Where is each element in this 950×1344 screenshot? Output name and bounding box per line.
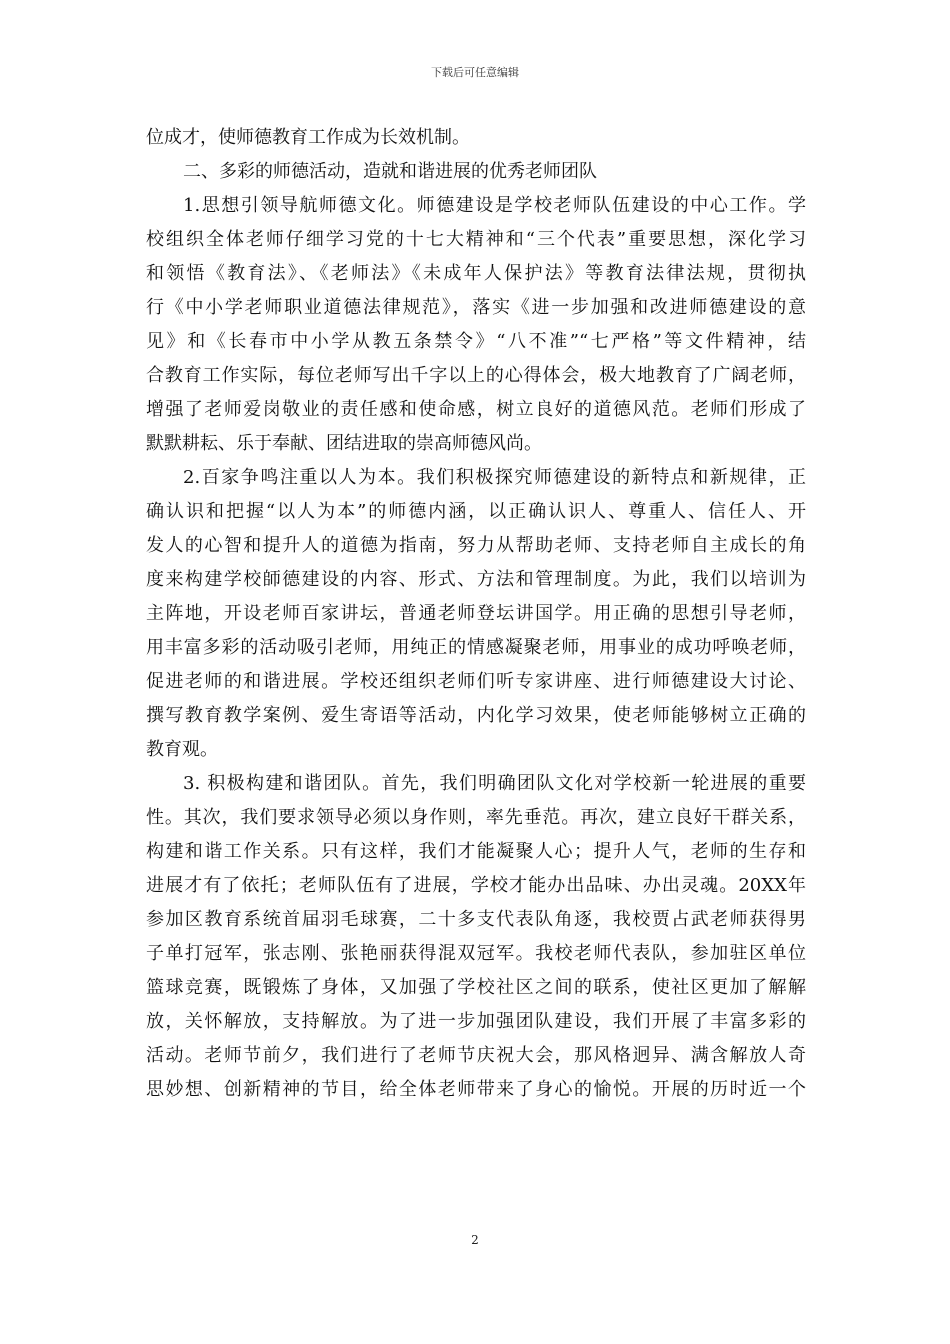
document-body [146, 121, 806, 1107]
text-line: 校组织全体老师仔细学习党的十七大精神和“三个代表”重要思想，深化学习 [146, 229, 806, 250]
text-line: 进展才有了依托；老师队伍有了进展，学校才能办出品味、办出灵魂。20XX年 [146, 875, 806, 896]
text-line: 二、多彩的师德活动，造就和谐进展的优秀老师团队 [183, 161, 597, 182]
text-line: 见》和《长春市中小学从教五条禁令》“八不准”“七严格”等文件精神，结 [146, 331, 806, 352]
text-line: 行《中小学老师职业道德法律规范》，落实《进一步加强和改进师德建设的意 [146, 297, 806, 318]
text-line: 活动。老师节前夕，我们进行了老师节庆祝大会，那风格迥异、满含解放人奇 [146, 1045, 806, 1066]
text-line: 性。其次，我们要求领导必须以身作则，率先垂范。再次，建立良好干群关系， [146, 807, 806, 828]
text-line: 子单打冠军，张志刚、张艳丽获得混双冠军。我校老师代表队，参加驻区单位 [146, 943, 806, 964]
text-line: 参加区教育系统首届羽毛球赛，二十多支代表队角逐，我校贾占武老师获得男 [146, 909, 806, 930]
text-line: 3. 积极构建和谐团队。首先，我们明确团队文化对学校新一轮进展的重要 [183, 773, 806, 794]
text-line: 主阵地，开设老师百家讲坛，普通老师登坛讲国学。用正确的思想引导老师， [146, 603, 806, 624]
text-line: 构建和谐工作关系。只有这样，我们才能凝聚人心；提升人气，老师的生存和 [146, 841, 806, 862]
text-line: 合教育工作实际，每位老师写出千字以上的心得体会，极大地教育了广阔老师， [146, 365, 806, 386]
text-line: 用丰富多彩的活动吸引老师，用纯正的情感凝聚老师，用事业的成功呼唤老师， [146, 637, 806, 658]
text-line: 促进老师的和谐进展。学校还组织老师们听专家讲座、进行师德建设大讨论、 [146, 671, 806, 692]
text-line: 确认识和把握“以人为本”的师德内涵，以正确认识人、尊重人、信任人、开 [146, 501, 806, 522]
text-line: 撰写教育教学案例、爱生寄语等活动，内化学习效果，使老师能够树立正确的 [146, 705, 806, 726]
text-line: 教育观。 [146, 739, 218, 760]
text-line: 和领悟《教育法》、《老师法》《未成年人保护法》等教育法律法规，贯彻执 [146, 263, 806, 284]
text-line: 思妙想、创新精神的节目，给全体老师带来了身心的愉悦。开展的历时近一个 [146, 1079, 806, 1100]
text-line: 增强了老师爱岗敬业的责任感和使命感，树立良好的道德风范。老师们形成了 [146, 399, 806, 420]
text-line: 2.百家争鸣注重以人为本。我们积极探究师德建设的新特点和新规律，正 [183, 467, 806, 488]
text-line: 篮球竞赛，既锻炼了身体，又加强了学校社区之间的联系，使社区更加了解解 [146, 977, 806, 998]
text-line: 放，关怀解放，支持解放。为了进一步加强团队建设，我们开展了丰富多彩的 [146, 1011, 806, 1032]
page-number: 2 [471, 1233, 479, 1247]
page-header: 下载后可任意编辑 [431, 66, 519, 79]
text-line: 位成才，使师德教育工作成为长效机制。 [146, 127, 470, 148]
text-line: 发人的心智和提升人的道德为指南，努力从帮助老师、支持老师自主成长的角 [146, 535, 806, 556]
text-line: 度来构建学校師德建设的内容、形式、方法和管理制度。为此，我们以培训为 [146, 569, 806, 590]
text-line: 1.思想引领导航师德文化。师德建设是学校老师队伍建设的中心工作。学 [183, 195, 806, 216]
text-line: 默默耕耘、乐于奉献、团结进取的崇高师德风尚。 [146, 433, 542, 454]
